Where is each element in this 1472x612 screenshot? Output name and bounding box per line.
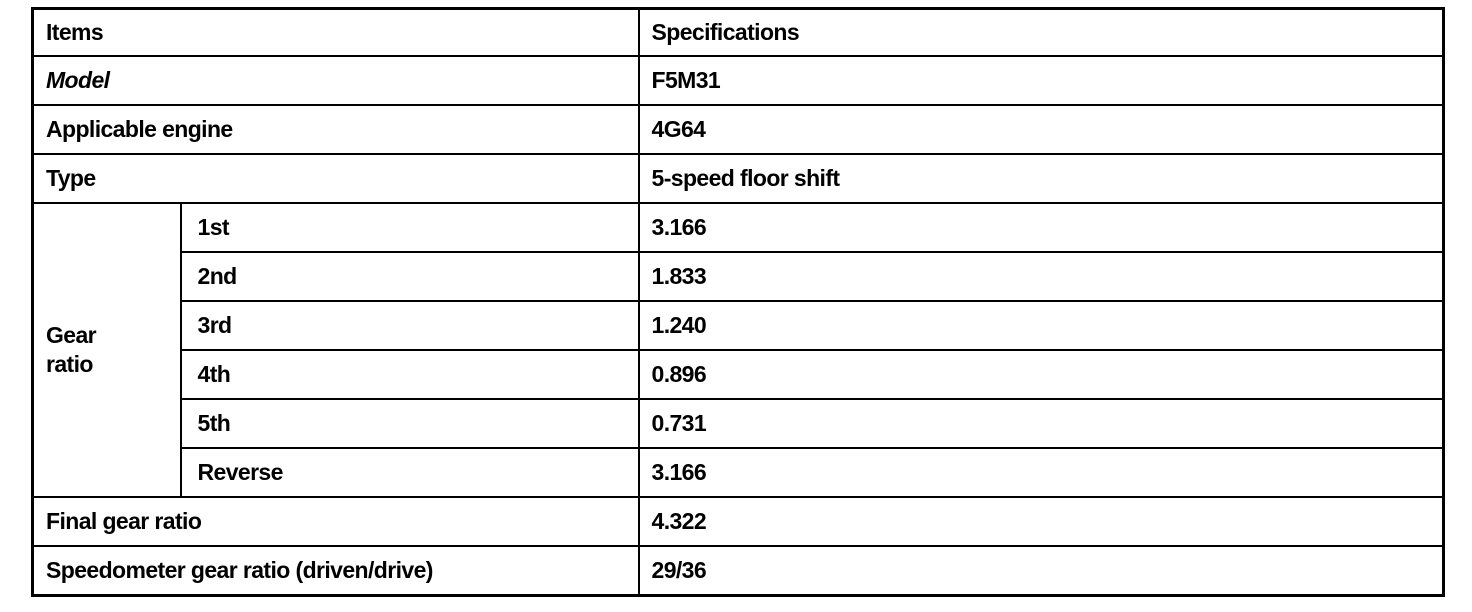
gear-reverse-value: 3.166 (639, 448, 1444, 497)
table-row (33, 252, 1444, 301)
speedometer-label: Speedometer gear ratio (driven/drive) (33, 546, 639, 595)
final-gear-label: Final gear ratio (33, 497, 639, 546)
gear-5th-value: 0.731 (639, 399, 1444, 448)
gear-3rd-label: 3rd (181, 301, 639, 350)
gear-4th-label: 4th (181, 350, 639, 399)
table-row (33, 105, 1444, 154)
table-row (33, 301, 1444, 350)
header-specifications: Specifications (639, 9, 1444, 56)
gear-5th-label: 5th (181, 399, 639, 448)
table-row (33, 497, 1444, 546)
header-items: Items (33, 9, 639, 56)
gear-ratio-label-line2: ratio (46, 351, 93, 378)
gear-2nd-label: 2nd (181, 252, 639, 301)
gear-1st-value: 3.166 (639, 203, 1444, 252)
table-header-row (33, 9, 1444, 56)
gear-3rd-value: 1.240 (639, 301, 1444, 350)
engine-value: 4G64 (639, 105, 1444, 154)
table-row (33, 203, 1444, 252)
table-row (33, 546, 1444, 595)
table-row (33, 448, 1444, 497)
table-row (33, 399, 1444, 448)
specifications-table (31, 7, 1445, 597)
gear-ratio-label (33, 203, 181, 497)
gear-2nd-value: 1.833 (639, 252, 1444, 301)
gear-reverse-label: Reverse (181, 448, 639, 497)
final-gear-value: 4.322 (639, 497, 1444, 546)
type-label: Type (33, 154, 639, 203)
table-row (33, 154, 1444, 203)
type-value: 5-speed floor shift (639, 154, 1444, 203)
gear-4th-value: 0.896 (639, 350, 1444, 399)
gear-ratio-label-line1: Gear (46, 322, 97, 349)
gear-1st-label: 1st (181, 203, 639, 252)
speedometer-value: 29/36 (639, 546, 1444, 595)
model-label: Model (33, 56, 639, 105)
table-row (33, 350, 1444, 399)
engine-label: Applicable engine (33, 105, 639, 154)
table-row (33, 56, 1444, 105)
model-value: F5M31 (639, 56, 1444, 105)
